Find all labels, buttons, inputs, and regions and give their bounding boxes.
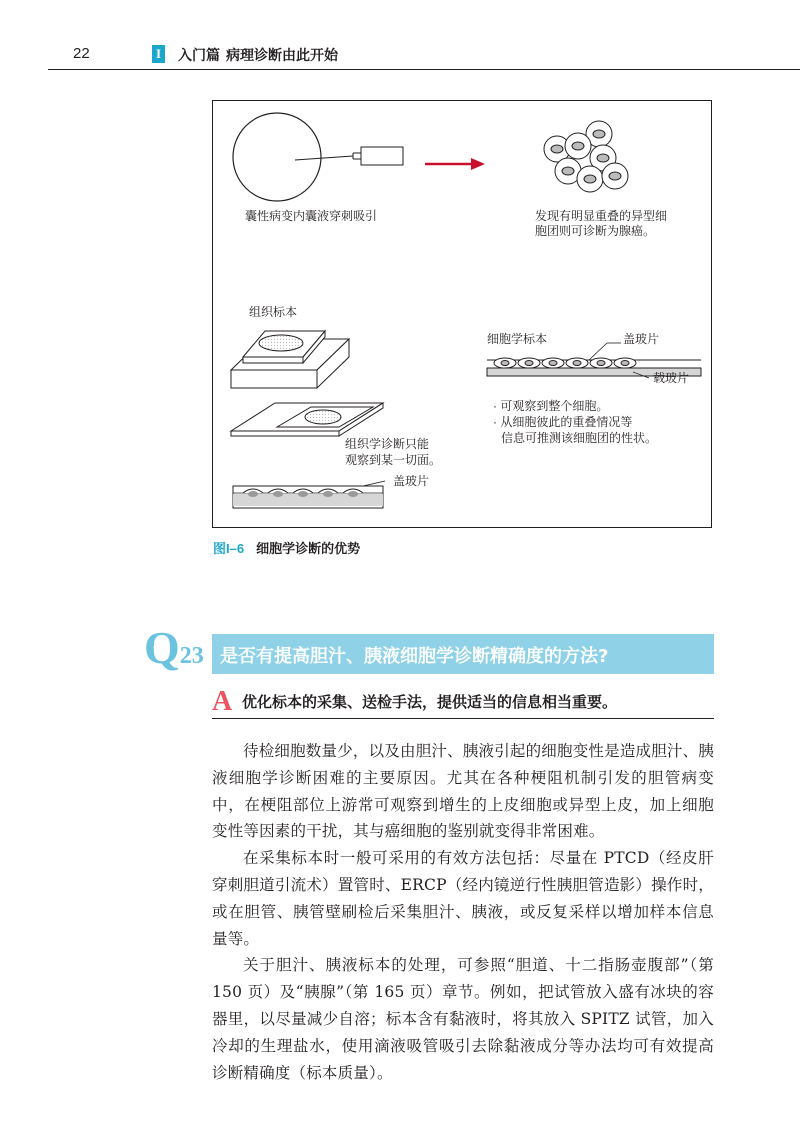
answer-letter: A bbox=[212, 686, 233, 717]
chapter-title: 病理诊断由此开始 bbox=[226, 48, 338, 64]
atypical-cell-cluster bbox=[544, 121, 628, 192]
label-slide: 载玻片 bbox=[653, 371, 690, 385]
figure-frame bbox=[212, 100, 712, 528]
label-finding-line1: 发现有明显重叠的异型细 bbox=[535, 209, 668, 223]
tissue-note-line2: 观察到某一切面。 bbox=[345, 453, 442, 467]
body-text bbox=[212, 738, 714, 1086]
running-header bbox=[48, 42, 800, 70]
label-finding-line2: 胞团则可诊断为腺癌。 bbox=[535, 224, 656, 238]
question-number: 23 bbox=[179, 643, 204, 669]
note-line3: 信息可推测该细胞团的性状。 bbox=[501, 431, 658, 445]
section-mark: I bbox=[152, 45, 165, 63]
paragraph: 关于胆汁、胰液标本的处理，可参照“胆道、十二指肠壶腹部”（第 150 页）及“胰腺”（第 165 页）章节。例如，把试管放入盛有冰块的容器里，以尽量减少自溶；标本含有黏液时，将其放入 SPITZ 试管，加入冷却的生理盐水，使用滴液吸管吸引去除黏液成分等办法均可有效提高诊断精确度（标本质量）。 bbox=[212, 956, 714, 1082]
note-line2: · 从细胞彼此的重叠情况等 bbox=[493, 415, 633, 429]
label-cytology-specimen: 细胞学标本 bbox=[487, 332, 548, 346]
note-line1: · 可观察到整个细胞。 bbox=[493, 399, 609, 413]
question-bar bbox=[212, 634, 714, 674]
tissue-cross-section bbox=[233, 481, 385, 508]
red-arrow-icon bbox=[425, 158, 485, 170]
figure-title: 细胞学诊断的优势 bbox=[256, 541, 361, 556]
page-number: 22 bbox=[73, 45, 90, 62]
header-rule bbox=[48, 69, 800, 70]
figure-number: 图I–6 bbox=[213, 541, 245, 556]
tissue-note-line1: 组织学诊断只能 bbox=[345, 437, 430, 451]
answer-text: 优化标本的采集、送检手法，提供适当的信息相当重要。 bbox=[242, 693, 618, 711]
tissue-block bbox=[231, 331, 349, 388]
tissue-section-slide bbox=[231, 403, 383, 436]
paragraph: 待检细胞数量少，以及由胆汁、胰液引起的细胞变性是造成胆汁、胰液细胞学诊断困难的主要原因。尤其在各种梗阻机制引发的胆管病变中，在梗阻部位上游常可观察到增生的上皮细胞或异型上皮，加上细胞变性等因素的干扰，其与癌细胞的鉴别就变得非常困难。 bbox=[212, 742, 715, 841]
question-label bbox=[144, 622, 204, 679]
label-tissue-specimen: 组织标本 bbox=[249, 305, 298, 319]
question-letter: Q bbox=[144, 622, 180, 673]
answer-line bbox=[212, 688, 714, 719]
question-text: 是否有提高胆汁、胰液细胞学诊断精确度的方法? bbox=[220, 646, 609, 667]
cyst-illustration bbox=[233, 113, 403, 201]
label-coverslip-right: 盖玻片 bbox=[623, 332, 660, 346]
label-coverslip-bottom: 盖玻片 bbox=[393, 474, 430, 488]
figure-caption bbox=[213, 538, 360, 557]
label-aspiration: 囊性病变内囊液穿刺吸引 bbox=[245, 209, 378, 223]
paragraph: 在采集标本时一般可采用的有效方法包括：尽量在 PTCD（经皮肝穿刺胆道引流术）置管时、ERCP（经内镜逆行性胰胆管造影）操作时，或在胆管、胰管壁刷检后采集胆汁、胰液，或反复采样以增加样本信息量等。 bbox=[212, 849, 714, 948]
part-title: 入门篇 bbox=[178, 48, 220, 64]
